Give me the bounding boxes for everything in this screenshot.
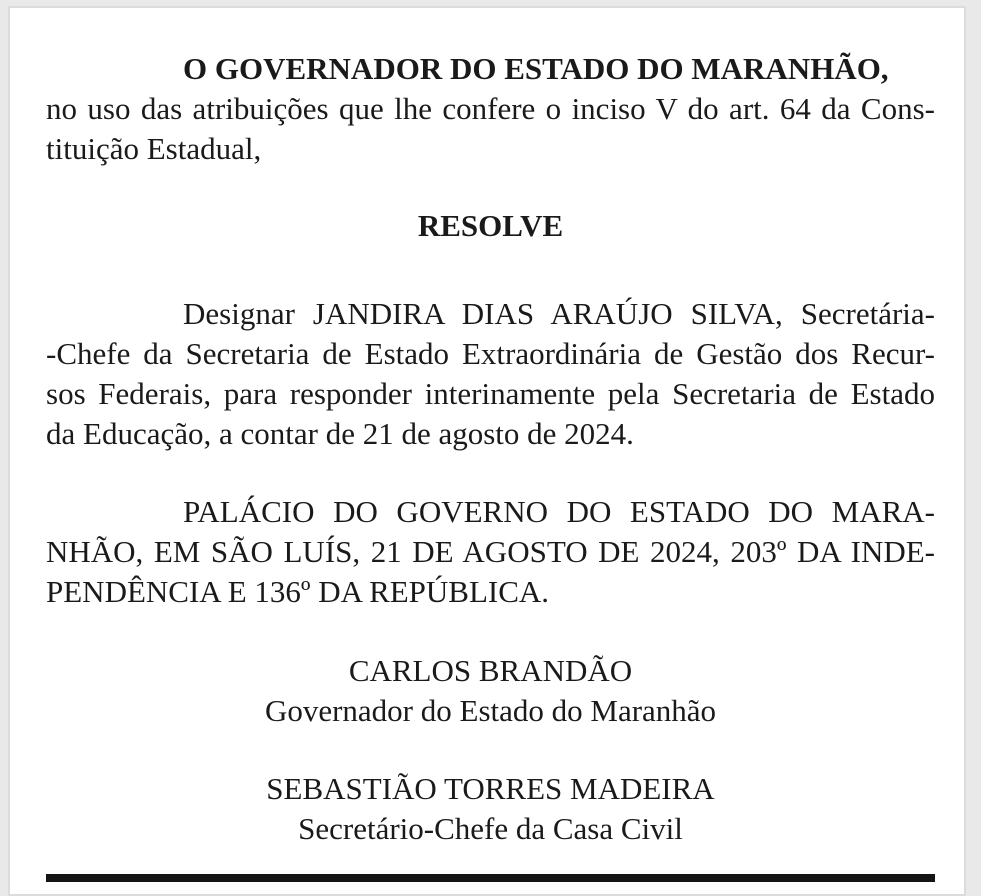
- signatory-title: Secretário-Chefe da Casa Civil: [298, 811, 683, 846]
- intro-line: no uso das atribuições que lhe confere o inciso V do art. 64 da Cons-: [46, 91, 935, 126]
- body-line: -Chefe da Secretaria de Estado Extraordinária de Gestão dos Recur-: [46, 336, 935, 371]
- closing-line: PALÁCIO DO GOVERNO DO ESTADO DO MARA-: [183, 494, 935, 529]
- document-page: [8, 6, 966, 896]
- signatory-name: SEBASTIÃO TORRES MADEIRA: [266, 771, 715, 806]
- resolve-heading: RESOLVE: [417, 208, 564, 243]
- body-line: Designar JANDIRA DIAS ARAÚJO SILVA, Secretária-: [183, 296, 935, 331]
- bottom-rule: [46, 874, 935, 882]
- decree-heading: O GOVERNADOR DO ESTADO DO MARANHÃO,: [183, 51, 889, 86]
- signatory-name: CARLOS BRANDÃO: [348, 653, 633, 688]
- closing-line: PENDÊNCIA E 136º DA REPÚBLICA.: [46, 574, 550, 609]
- intro-line: tituição Estadual,: [46, 131, 262, 166]
- body-line: sos Federais, para responder interinamente pela Secretaria de Estado: [46, 376, 935, 411]
- body-line: da Educação, a contar de 21 de agosto de 2024.: [46, 416, 634, 451]
- signatory-title: Governador do Estado do Maranhão: [264, 693, 717, 728]
- closing-line: NHÃO, EM SÃO LUÍS, 21 DE AGOSTO DE 2024, 203º DA INDE-: [46, 534, 935, 569]
